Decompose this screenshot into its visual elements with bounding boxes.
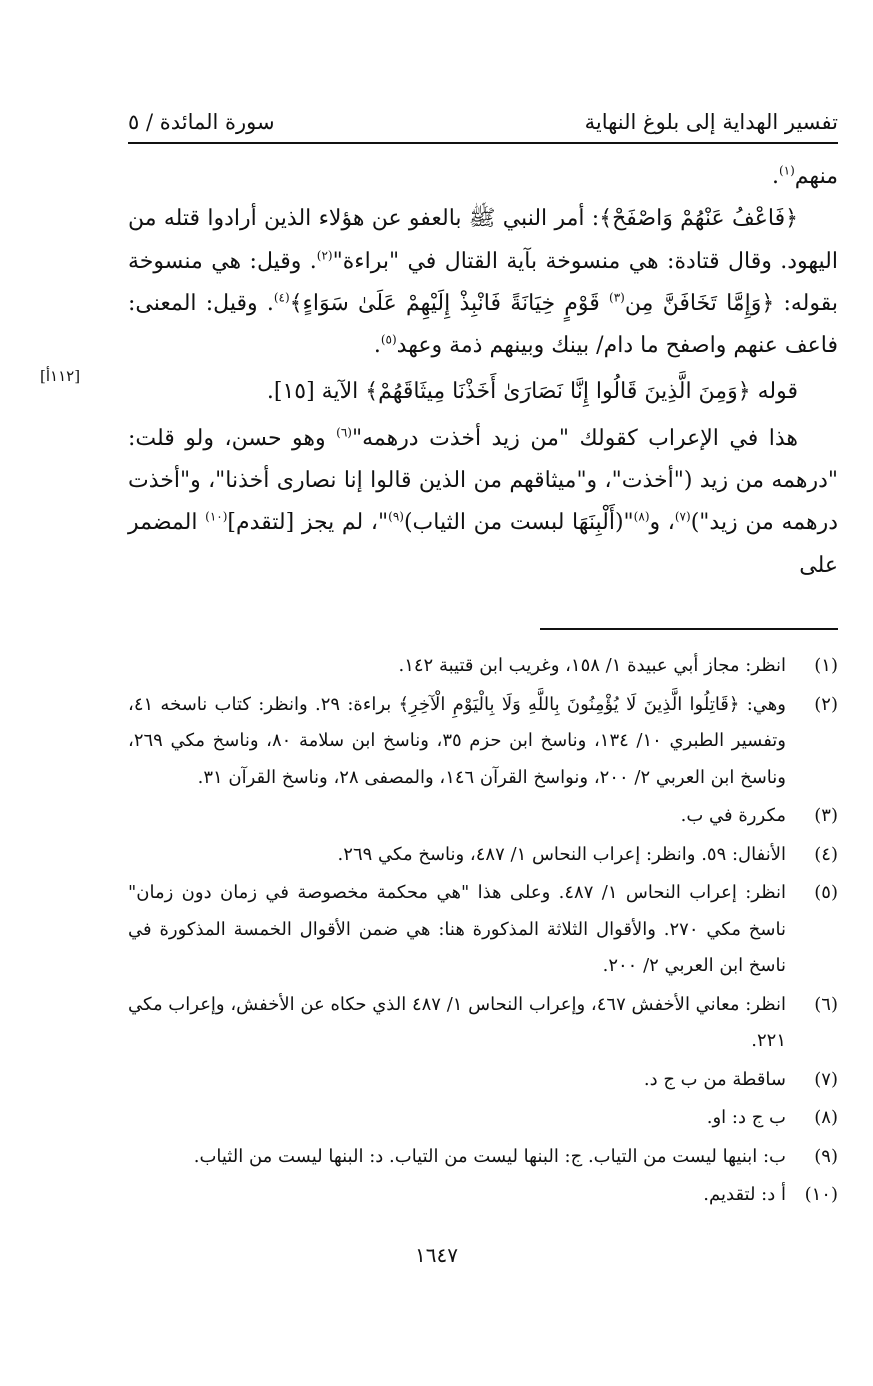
footnote-number: (٦) (814, 993, 838, 1015)
footnote-number: (٤) (814, 843, 838, 865)
footnote (128, 1100, 838, 1137)
footnote (128, 1177, 838, 1214)
footnote-text: انظر: معاني الأخفش ٤٦٧، وإعراب النحاس ١/ ٤٨٧ الذي حكاه عن الأخفش، وإعراب مكي ٢٢١. (128, 993, 786, 1051)
footnote-number: (١٠) (804, 1184, 838, 1205)
footnote (128, 1139, 838, 1176)
paragraph-1: ﴿فَاعْفُ عَنْهُمْ وَاصْفَحْ﴾: أمر النبي ﷺ بالعفو عن هؤلاء الذين أرادوا قتله من اليهود. وقال قتادة: هي منسوخة بآية القتال في "براءة"$^{(٢)}$. وقيل: هي منسوخة بقوله: ﴿وَإِمَّا تَخَافَنَّ مِن$^{(٣)}$ قَوْمٍ خِيَانَةً فَانْبِذْ إِلَيْهِمْ عَلَىٰ سَوَاءٍ﴾$^{(٤)}$. وقيل: المعنى: فاعف عنهم واصفح ما دام/ بينك وبينهم ذمة وعهد$^{(٥)}$. (128, 206, 838, 359)
footnote-number: (٣) (814, 805, 838, 826)
main-line-1: منهم$^{(١)}$. (771, 163, 838, 189)
footnote-number: (١) (814, 655, 838, 676)
footnote-ref: (٧) (674, 510, 691, 525)
footnote (128, 687, 838, 797)
main-text (128, 156, 838, 587)
footnote (128, 648, 838, 685)
footnote-ref: (٨) (633, 510, 650, 525)
footnote-number: (٨) (814, 1107, 838, 1128)
footnote-text: انظر: مجاز أبي عبيدة ١/ ١٥٨، وغريب ابن قتيبة ١٤٢. (398, 655, 786, 676)
page-number: ١٦٤٧ (415, 1243, 458, 1267)
header-rule (128, 142, 838, 144)
footnote-ref: (٣) (609, 290, 625, 305)
footnote-ref: (١) (778, 163, 795, 178)
footnote-text: مكررة في ب. (680, 805, 786, 826)
footnote-ref: (٩) (388, 510, 404, 525)
footnote-text: ب ج د: او. (706, 1107, 786, 1128)
footnote-ref: (٢) (316, 248, 333, 263)
quran-quote: قَوْمٍ خِيَانَةً فَانْبِذْ إِلَيْهِمْ عَلَىٰ سَوَاءٍ﴾ (289, 290, 600, 316)
footnote (128, 875, 838, 985)
footnote-number: (٩) (814, 1145, 838, 1167)
paragraph-2: قوله ﴿وَمِنَ الَّذِينَ قَالُوا إِنَّا نَصَارَىٰ أَخَذْنَا مِيثَاقَهُمْ﴾ الآية [١٥]. (266, 379, 798, 405)
running-header (128, 100, 838, 134)
manuscript-folio-ref: [١١٢أ] (40, 367, 81, 385)
footnote-number: (٧) (814, 1068, 838, 1090)
footnote-text: ساقطة من ب ج د. (643, 1068, 786, 1090)
footnote-text: ب: ابنيها ليست من التياب. ج: البنها ليست من التياب. د: البنها ليست من الثياب. (193, 1145, 786, 1167)
footnotes (128, 648, 838, 1216)
quran-quote: ﴿وَمِنَ الَّذِينَ قَالُوا إِنَّا نَصَارَىٰ أَخَذْنَا مِيثَاقَهُمْ﴾ (365, 379, 751, 405)
paragraph-3: هذا في الإعراب كقولك "من زيد أخذت درهمه"$^{(٦)}$ وهو حسن، ولو قلت: "درهمه من زيد ("أخذت"، و"ميثاقهم من الذين قالوا إنا نصارى أخذنا"، و"أخذت درهمه من زيد")$^{(٧)}$، و$^{(٨)}$"(أَلْبِنَهَا لبست من الثياب)$^{(٩)}$"، لم يجز [لتقدم]$^{(١٠)}$ المضمر على (128, 425, 839, 578)
footnote-rule (540, 628, 838, 630)
footnote-ref: (٦) (336, 425, 352, 440)
footnote-number: (٢) (814, 693, 838, 715)
surah-label: سورة المائدة / ٥ (128, 110, 275, 134)
footnote-ref: (٤) (273, 290, 290, 305)
footnote (128, 1062, 838, 1099)
quran-quote: ﴿وَإِمَّا تَخَافَنَّ مِن (624, 290, 775, 316)
footnote (128, 837, 838, 874)
footnote-text: الأنفال: ٥٩. وانظر: إعراب النحاس ١/ ٤٨٧، وناسخ مكي ٢٦٩. (337, 843, 786, 865)
book-title: تفسير الهداية إلى بلوغ النهاية (584, 110, 838, 134)
footnote (128, 798, 838, 835)
footnote-text: أ د: لتقديم. (703, 1184, 786, 1205)
footnote-text: وهي: ﴿قَاتِلُوا الَّذِينَ لَا يُؤْمِنُونَ بِاللَّهِ وَلَا بِالْيَوْمِ الْآخِرِ﴾ براءة: ٢٩. وانظر: كتاب ناسخه ٤١، وتفسير الطبري ١٠/ ١٣٤، وناسخ ابن حزم ٣٥، وناسخ ابن سلامة ٨٠، وناسخ مكي ٢٦٩، وناسخ ابن العربي ٢/ ٢٠٠، ونواسخ القرآن ١٤٦، والمصفى ٢٨، وناسخ القرآن ٣١. (128, 693, 786, 788)
footnote-number: (٥) (814, 882, 838, 903)
footnote-ref: (٥) (380, 332, 397, 347)
quran-quote: ﴿فَاعْفُ عَنْهُمْ وَاصْفَحْ﴾ (599, 206, 798, 232)
footnote-text: انظر: إعراب النحاس ١/ ٤٨٧. وعلى هذا "هي محكمة مخصوصة في زمان دون زمان" ناسخ مكي ٢٧٠. والأقوال الثلاثة المذكورة هنا: هي ضمن الأقوال الخمسة المذكورة في ناسخ ابن العربي ٢/ ٢٠٠. (128, 882, 786, 976)
footnote-ref: (١٠) (205, 510, 228, 525)
footnote (128, 987, 838, 1060)
